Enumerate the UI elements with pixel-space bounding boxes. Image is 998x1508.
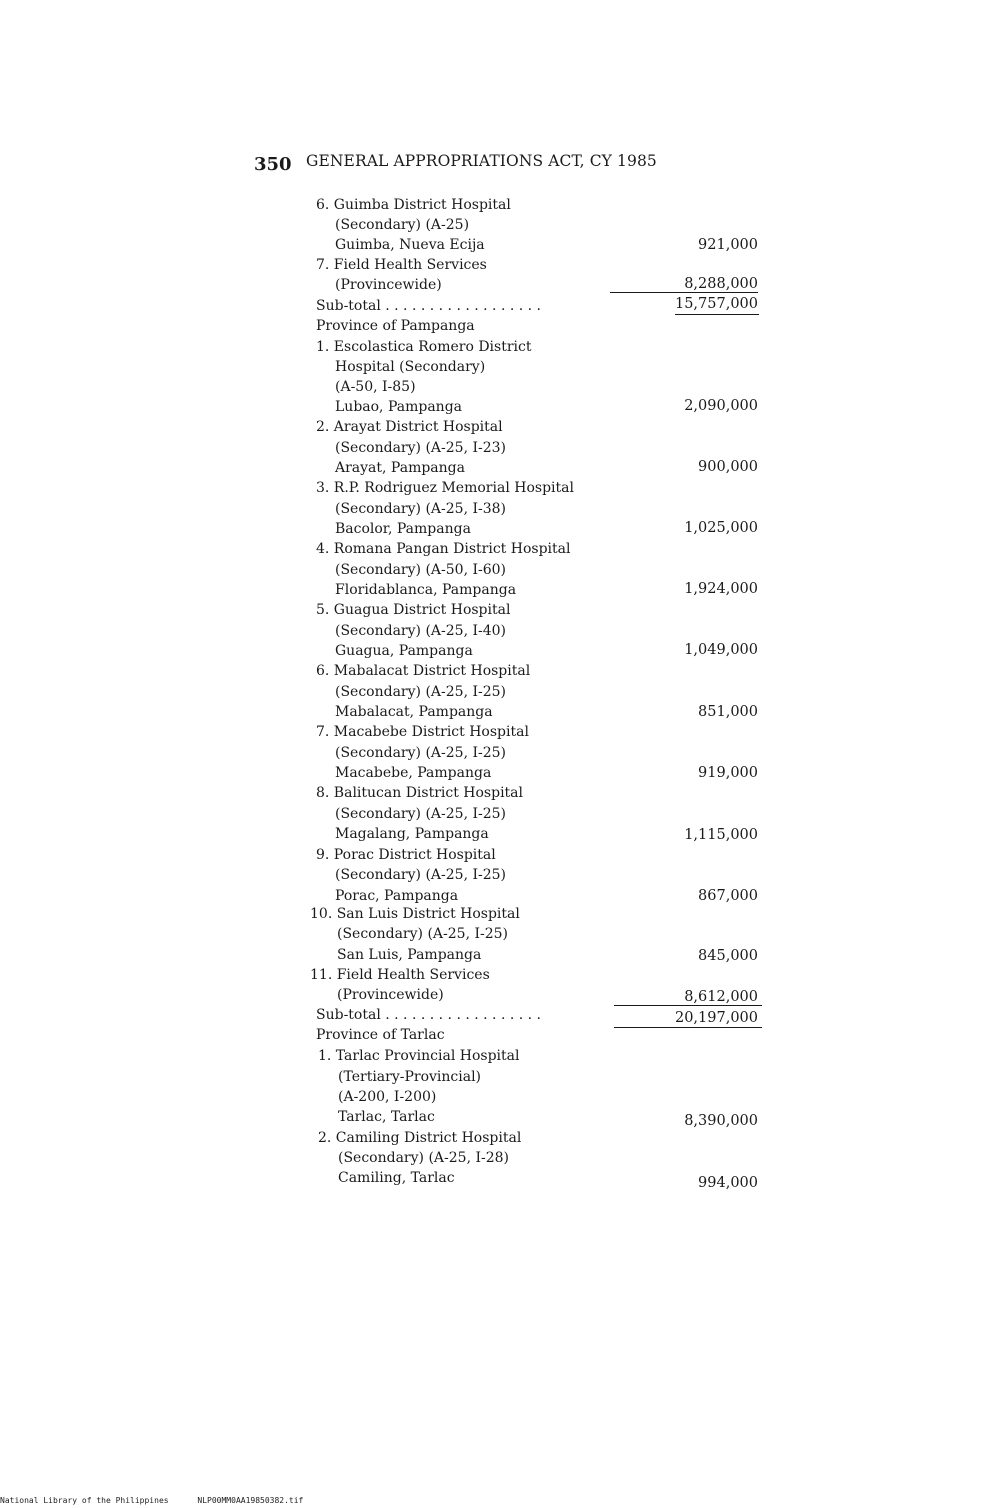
scan-footer xyxy=(0,1496,327,1505)
line-item-amount: 15,757,000 xyxy=(674,296,758,312)
line-item-text: (Secondary) (A-25, I-38) xyxy=(335,501,507,517)
page-number: 350 xyxy=(254,154,292,175)
line-item-text: (Secondary) (A-25, I-25) xyxy=(335,684,507,700)
line-item-text: 11. Field Health Services xyxy=(310,967,490,983)
line-item-text: 1. Escolastica Romero District xyxy=(316,339,532,355)
line-item-text: (Provincewide) xyxy=(335,277,442,293)
line-item-text: (Secondary) (A-25, I-25) xyxy=(335,806,507,822)
line-item-amount: 921,000 xyxy=(698,237,758,253)
line-item-text: 6. Mabalacat District Hospital xyxy=(316,663,531,679)
line-item-text: Hospital (Secondary) xyxy=(335,359,486,375)
line-item-text: (Secondary) (A-25, I-28) xyxy=(338,1150,510,1166)
line-item-amount: 2,090,000 xyxy=(684,398,758,414)
line-item-text: (A-50, I-85) xyxy=(335,379,416,395)
line-item-text: 4. Romana Pangan District Hospital xyxy=(316,541,571,557)
line-item-text: Floridablanca, Pampanga xyxy=(335,582,517,598)
line-item-text: Guimba, Nueva Ecija xyxy=(335,237,485,253)
file-name: NLP00MM0AA19850382.tif xyxy=(197,1496,304,1505)
line-item-text: 5. Guagua District Hospital xyxy=(316,602,511,618)
line-item-text: Province of Pampanga xyxy=(316,318,475,334)
line-item-text: Porac, Pampanga xyxy=(335,888,459,904)
line-item-text: Camiling, Tarlac xyxy=(338,1170,455,1186)
line-item-text: (Secondary) (A-25, I-25) xyxy=(335,867,507,883)
line-item-text: (Secondary) (A-25) xyxy=(335,217,470,233)
line-item-text: Sub-total . . . . . . . . . . . . . . . . . . xyxy=(316,1007,542,1023)
line-item-text: Sub-total . . . . . . . . . . . . . . . . . . xyxy=(316,298,542,314)
line-item-text: Macabebe, Pampanga xyxy=(335,765,492,781)
line-item-text: (Provincewide) xyxy=(337,987,444,1003)
line-item-amount: 8,390,000 xyxy=(684,1113,758,1129)
library-credit: National Library of the Philippines xyxy=(0,1496,169,1505)
line-item-text: 8. Balitucan District Hospital xyxy=(316,785,524,801)
line-item-amount: 845,000 xyxy=(698,948,758,964)
line-item-text: (Secondary) (A-25, I-23) xyxy=(335,440,507,456)
line-item-text: (A-200, I-200) xyxy=(338,1089,437,1105)
line-item-text: 3. R.P. Rodriguez Memorial Hospital xyxy=(316,480,574,496)
line-item-text: Tarlac, Tarlac xyxy=(338,1109,435,1125)
line-item-text: 2. Arayat District Hospital xyxy=(316,419,503,435)
line-item-amount: 919,000 xyxy=(698,765,758,781)
page-title: GENERAL APPROPRIATIONS ACT, CY 1985 xyxy=(306,152,657,170)
line-item-amount: 8,288,000 xyxy=(684,276,758,292)
line-item-amount: 994,000 xyxy=(698,1175,758,1191)
line-item-text: 1. Tarlac Provincial Hospital xyxy=(318,1048,520,1064)
line-item-text: 7. Field Health Services xyxy=(316,257,487,273)
line-item-amount: 1,924,000 xyxy=(684,581,758,597)
line-item-text: 9. Porac District Hospital xyxy=(316,847,496,863)
line-item-amount: 1,025,000 xyxy=(684,520,758,536)
line-item-text: (Tertiary-Provincial) xyxy=(338,1069,482,1085)
line-item-text: Arayat, Pampanga xyxy=(335,460,465,476)
line-item-text: 7. Macabebe District Hospital xyxy=(316,724,529,740)
line-item-text: (Secondary) (A-25, I-40) xyxy=(335,623,507,639)
line-item-text: (Secondary) (A-25, I-25) xyxy=(335,745,507,761)
line-item-text: Mabalacat, Pampanga xyxy=(335,704,493,720)
subtotal-double-rule xyxy=(614,1027,762,1028)
line-item-text: Lubao, Pampanga xyxy=(335,399,462,415)
line-item-text: Bacolor, Pampanga xyxy=(335,521,471,537)
line-item-text: (Secondary) (A-25, I-25) xyxy=(337,926,509,942)
line-item-amount: 867,000 xyxy=(698,888,758,904)
line-item-text: Magalang, Pampanga xyxy=(335,826,489,842)
line-item-text: 10. San Luis District Hospital xyxy=(310,906,520,922)
line-item-amount: 900,000 xyxy=(698,459,758,475)
line-item-amount: 8,612,000 xyxy=(684,989,758,1005)
line-item-text: (Secondary) (A-50, I-60) xyxy=(335,562,507,578)
line-item-text: San Luis, Pampanga xyxy=(337,947,482,963)
line-item-amount: 1,115,000 xyxy=(684,827,758,843)
line-item-amount: 20,197,000 xyxy=(674,1010,758,1026)
subtotal-double-rule xyxy=(675,314,759,315)
line-item-text: 6. Guimba District Hospital xyxy=(316,197,511,213)
line-item-amount: 851,000 xyxy=(698,704,758,720)
line-item-text: 2. Camiling District Hospital xyxy=(318,1130,522,1146)
line-item-text: Guagua, Pampanga xyxy=(335,643,473,659)
line-item-text: Province of Tarlac xyxy=(316,1027,445,1043)
line-item-amount: 1,049,000 xyxy=(684,642,758,658)
